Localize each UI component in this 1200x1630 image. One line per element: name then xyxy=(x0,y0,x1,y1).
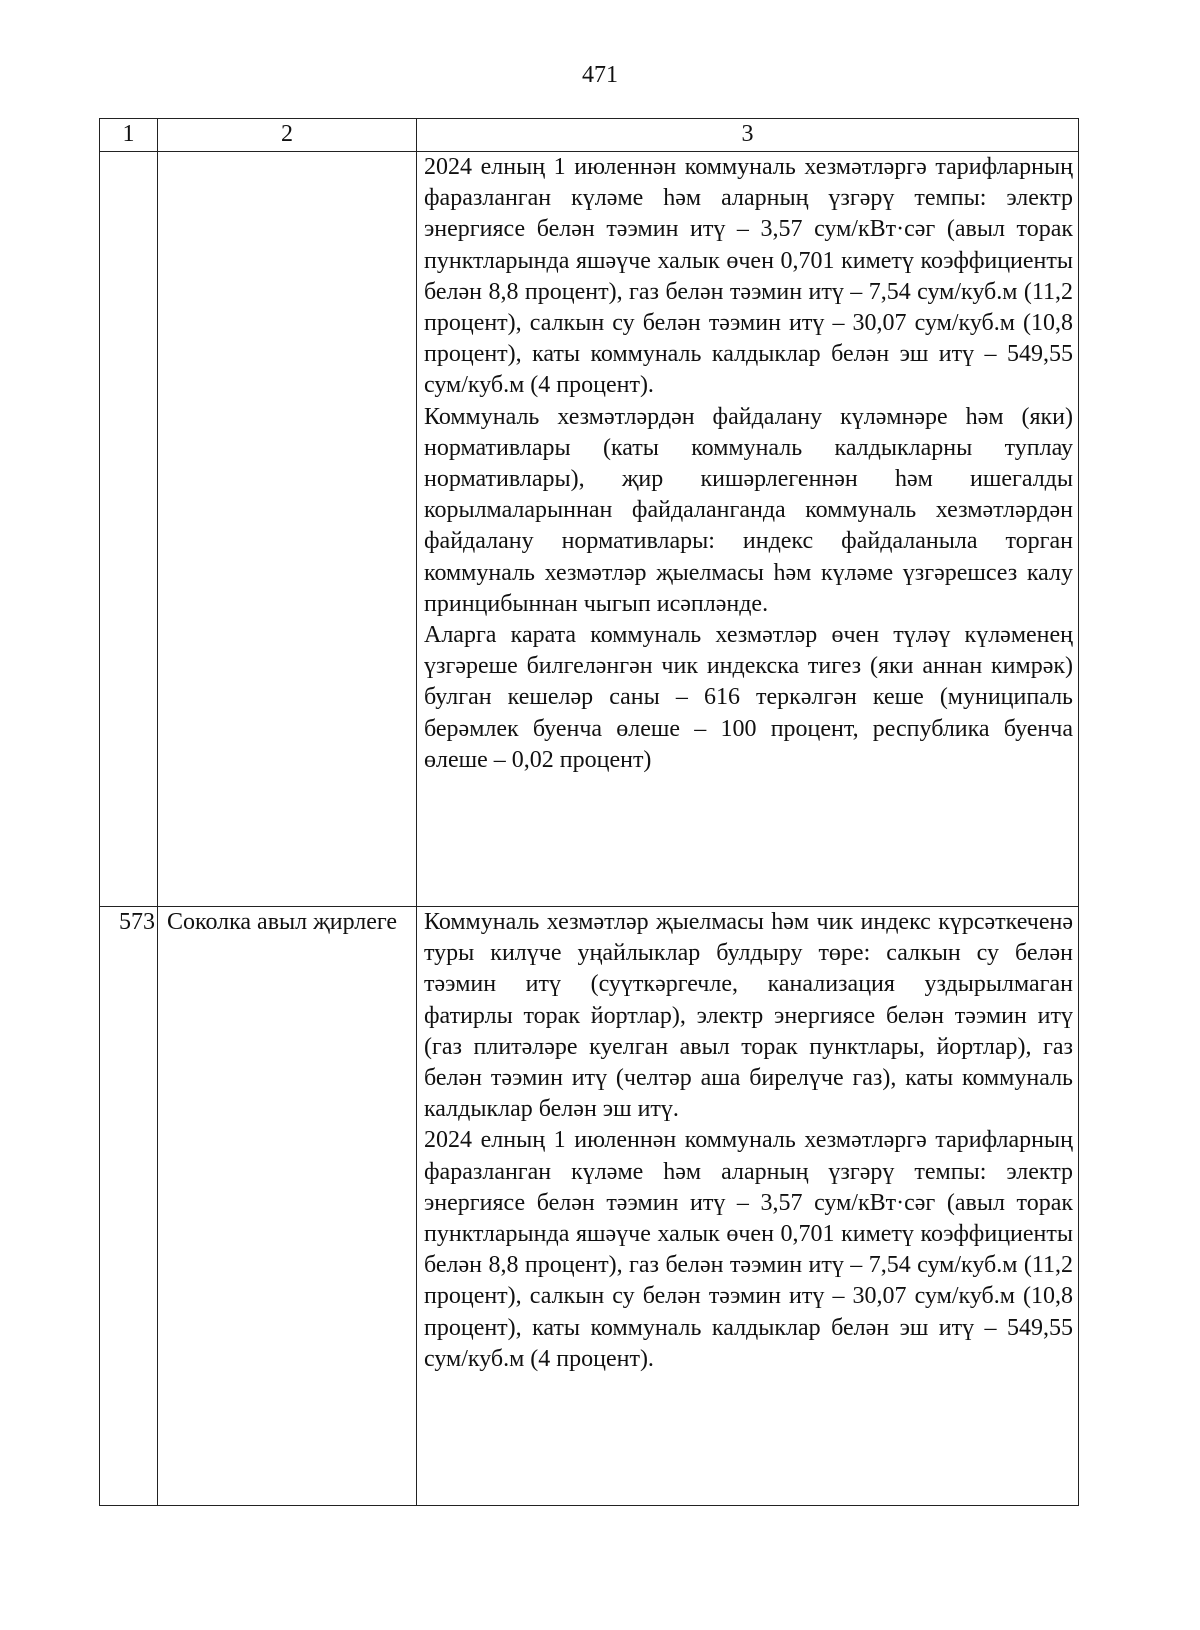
table-header-row xyxy=(100,119,1079,152)
paragraph: Коммуналь хезмәтләр җыелмасы һәм чик индекс күрсәткеченә туры килүче уңайлыклар булдыру төре: салкын су белән тәэмин итү (суүткәргечле, канализация уздырылмаган фатирлы торак йортлар), электр энергиясе белән тәэмин итү (газ плитәләре куелган авыл торак пунктлары, йортлар), газ белән тәэмин итү (челтәр аша бирелүче газ), каты коммуналь калдыклар белән эш итү. xyxy=(424,909,1073,1123)
table-row xyxy=(100,152,1079,907)
row-name-cell xyxy=(158,152,417,907)
row-number-cell: 573 xyxy=(100,907,158,1506)
table-row xyxy=(100,907,1079,1506)
row-text-cell xyxy=(417,907,1079,1506)
header-cell-3: 3 xyxy=(417,119,1079,152)
page-number: 471 xyxy=(582,62,618,88)
row-name-cell: Соколка авыл җирлеге xyxy=(158,907,417,1506)
data-table xyxy=(99,118,1079,1506)
row-text-cell xyxy=(417,152,1079,907)
paragraph: 2024 елның 1 июленнән коммуналь хезмәтләргә тарифларның фаразланган күләме һәм аларның үзгәрү темпы: электр энергиясе белән тәэмин итү – 3,57 сум/кВт·сәг (авыл торак пунктларында яшәүче халык өчен 0,701 киметү коэффициенты белән 8,8 процент), газ белән тәэмин итү – 7,54 сум/куб.м (11,2 процент), салкын су белән тәэмин итү – 30,07 сум/куб.м (10,8 процент), каты коммуналь калдыклар белән эш итү – 549,55 сум/куб.м (4 процент). xyxy=(424,1127,1073,1372)
row-number-cell xyxy=(100,152,158,907)
header-cell-2: 2 xyxy=(158,119,417,152)
header-cell-1: 1 xyxy=(100,119,158,152)
paragraph: Аларга карата коммуналь хезмәтләр өчен түләү күләменең үзгәреше билгеләнгән чик индекска тигез (яки аннан кимрәк) булган кешеләр саны – 616 теркәлгән кеше (муниципаль берәмлек буенча өлеше – 100 процент, республика буенча өлеше – 0,02 процент) xyxy=(424,622,1073,773)
paragraph: Коммуналь хезмәтләрдән файдалану күләмнәре һәм (яки) нормативлары (каты коммуналь калдыкларны туплау нормативлары), җир кишәрлегеннән һәм ишегалды корылмаларыннан файдаланганда коммуналь хезмәтләрдән файдалану нормативлары: индекс файдаланыла торган коммуналь хезмәтләр җыелмасы һәм күләме үзгәрешсез калу принцибыннан чыгып исәпләнде. xyxy=(424,403,1073,617)
paragraph: 2024 елның 1 июленнән коммуналь хезмәтләргә тарифларның фаразланган күләме һәм аларның үзгәрү темпы: электр энергиясе белән тәэмин итү – 3,57 сум/кВт·сәг (авыл торак пунктларында яшәүче халык өчен 0,701 киметү коэффициенты белән 8,8 процент), газ белән тәэмин итү – 7,54 сум/куб.м (11,2 процент), салкын су белән тәэмин итү – 30,07 сум/куб.м (10,8 процент), каты коммуналь калдыклар белән эш итү – 549,55 сум/куб.м (4 процент). xyxy=(424,154,1073,399)
